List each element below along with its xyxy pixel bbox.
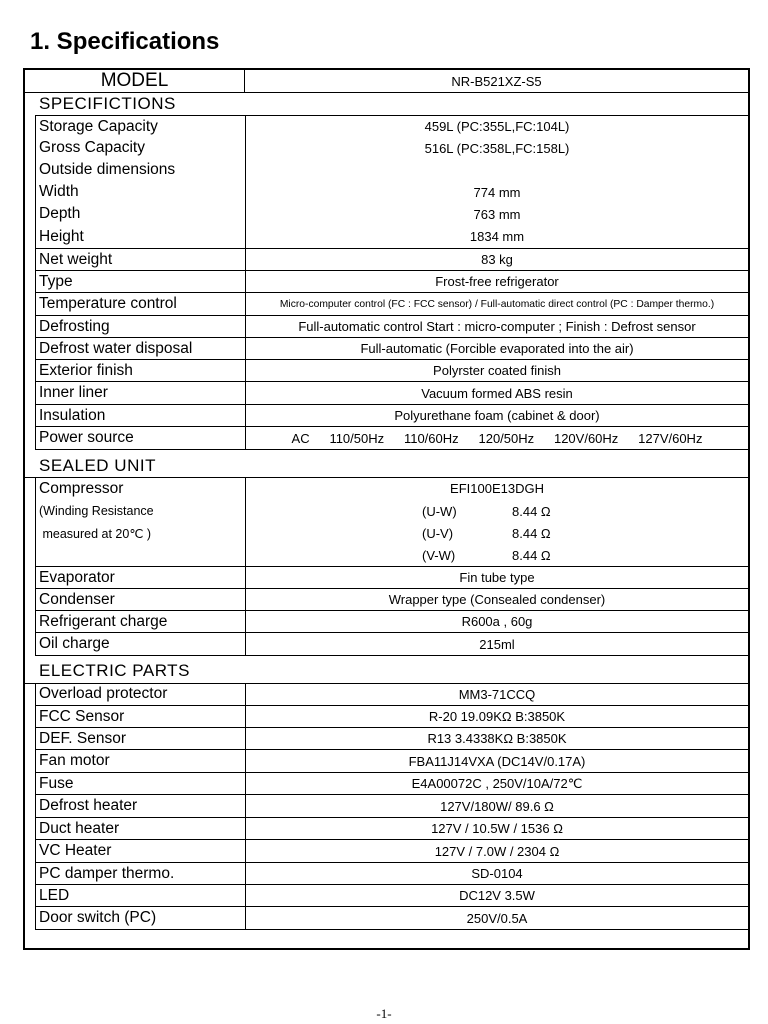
row-value: [246, 159, 748, 181]
row-value: E4A00072C , 250V/10A/72℃: [411, 775, 583, 791]
row-label: Exterior finish: [36, 360, 246, 381]
row-depth: [35, 203, 749, 225]
row-overload: [35, 683, 749, 706]
row-label: Duct heater: [36, 818, 246, 839]
row-value: Frost-free refrigerator: [435, 274, 559, 289]
row-defrosting: [35, 316, 749, 338]
row-label: Overload protector: [36, 683, 246, 705]
row-evaporator: [35, 567, 749, 589]
row-label: Outside dimensions: [36, 159, 246, 181]
row-value: SD-0104: [471, 866, 523, 881]
row-vc-heater: [35, 840, 749, 863]
row-label: Net weight: [36, 249, 246, 270]
row-refrigerant: [35, 611, 749, 633]
section-specifications: SPECIFICTIONS: [39, 94, 176, 113]
row-label: DEF. Sensor: [36, 728, 246, 749]
row-value: 127V / 7.0W / 2304 Ω: [434, 843, 560, 859]
row-value: 83 kg: [481, 252, 513, 267]
row-label: Insulation: [36, 405, 246, 426]
row-label: Power source: [36, 427, 246, 449]
row-oil: [35, 633, 749, 656]
winding-key: (V-W): [422, 547, 456, 563]
row-storage: [35, 115, 749, 137]
row-label: Storage Capacity: [36, 116, 246, 137]
row-def-sensor: [35, 728, 749, 750]
row-label: Evaporator: [36, 567, 246, 588]
row-value: [246, 522, 748, 544]
row-label: LED: [36, 885, 246, 906]
row-label: Defrost water disposal: [36, 338, 246, 359]
model-label: MODEL: [25, 70, 245, 92]
row-fan-motor: [35, 750, 749, 773]
row-value: [246, 500, 748, 522]
row-label: (Winding Resistance: [36, 500, 246, 522]
section-sealed-unit: SEALED UNIT: [39, 456, 156, 475]
row-label: Refrigerant charge: [36, 611, 246, 632]
row-duct-heater: [35, 818, 749, 840]
row-label: FCC Sensor: [36, 706, 246, 727]
page-number: -1-: [376, 1006, 392, 1021]
row-value: MM3-71CCQ: [458, 686, 536, 702]
row-height: [35, 225, 749, 249]
row-value: R600a , 60g: [461, 614, 533, 629]
row-value: Polyurethane foam (cabinet & door): [394, 408, 600, 423]
row-label: Height: [36, 225, 246, 248]
row-defrost-heater: [35, 795, 749, 818]
row-defrost-water: [35, 338, 749, 360]
row-value: 516L (PC:358L,FC:158L): [424, 140, 570, 156]
row-value: 763 mm: [473, 206, 521, 222]
row-net-weight: [35, 249, 749, 271]
row-label: Gross Capacity: [36, 137, 246, 159]
row-value: 774 mm: [473, 184, 521, 200]
row-inner: [35, 382, 749, 405]
row-outside: [35, 159, 749, 181]
row-value: AC 110/50Hz 110/60Hz 120/50Hz 120V/60Hz 127V/60Hz: [291, 430, 703, 446]
row-fuse: [35, 773, 749, 795]
row-led: [35, 885, 749, 907]
row-value: 215ml: [479, 636, 515, 652]
row-compressor: [35, 477, 749, 500]
row-value: FBA11J14VXA (DC14V/0.17A): [408, 753, 586, 769]
row-insulation: [35, 405, 749, 427]
row-label: VC Heater: [36, 840, 246, 862]
row-value: R-20 19.09KΩ B:3850K: [428, 709, 566, 724]
winding-value: 8.44 Ω: [512, 547, 551, 563]
winding-value: 8.44 Ω: [512, 503, 551, 519]
model-row: [25, 70, 748, 93]
row-value: Fin tube type: [459, 570, 535, 585]
row-power: [35, 427, 749, 450]
row-label: measured at 20℃ ): [36, 522, 246, 544]
row-gross: [35, 137, 749, 159]
row-winding-uw: [35, 500, 749, 522]
row-winding-vw: [35, 544, 749, 567]
row-value: Wrapper type (Consealed condenser): [388, 592, 606, 607]
row-label: Compressor: [36, 477, 246, 500]
row-label: Defrosting: [36, 316, 246, 337]
row-label: PC damper thermo.: [36, 863, 246, 884]
row-label: Defrost heater: [36, 795, 246, 817]
row-label: Inner liner: [36, 382, 246, 404]
winding-key: (U-W): [422, 503, 457, 519]
row-value: Full-automatic control Start : micro-computer ; Finish : Defrost sensor: [298, 319, 696, 334]
row-label: Condenser: [36, 589, 246, 610]
row-value: Vacuum formed ABS resin: [421, 385, 573, 401]
row-value: R13 3.4338KΩ B:3850K: [427, 731, 567, 746]
row-value: 1834 mm: [469, 229, 525, 244]
row-label: Temperature control: [36, 293, 246, 315]
row-winding-uv: [35, 522, 749, 544]
row-exterior: [35, 360, 749, 382]
row-value: [246, 544, 748, 566]
row-value: Full-automatic (Forcible evaporated into the air): [360, 341, 634, 356]
row-door-switch: [35, 907, 749, 930]
winding-key: (U-V): [422, 525, 454, 541]
section-electric-parts: ELECTRIC PARTS: [39, 661, 190, 680]
row-condenser: [35, 589, 749, 611]
row-label: [36, 544, 246, 566]
row-value: 127V/180W/ 89.6 Ω: [440, 798, 554, 814]
page-title: 1. Specifications: [30, 28, 220, 55]
row-label: Door switch (PC): [36, 907, 246, 929]
row-width: [35, 181, 749, 203]
model-value: NR-B521XZ-S5: [451, 73, 542, 89]
row-value: 127V / 10.5W / 1536 Ω: [431, 821, 563, 836]
row-type: [35, 271, 749, 293]
winding-value: 8.44 Ω: [512, 525, 551, 541]
row-label: Oil charge: [36, 633, 246, 655]
row-value: Polyrster coated finish: [433, 363, 561, 378]
row-label: Fuse: [36, 773, 246, 794]
row-label: Fan motor: [36, 750, 246, 772]
row-value: DC12V 3.5W: [459, 888, 535, 903]
row-temp-control: [35, 293, 749, 316]
row-value: EFI100E13DGH: [450, 481, 544, 496]
row-fcc-sensor: [35, 706, 749, 728]
row-value: 459L (PC:355L,FC:104L): [424, 119, 570, 134]
row-label: Depth: [36, 203, 246, 225]
row-value: Micro-computer control (FC : FCC sensor) / Full-automatic direct control (PC : Damper thermo.): [279, 298, 715, 310]
row-pc-damper: [35, 863, 749, 885]
row-value: 250V/0.5A: [466, 910, 528, 926]
row-label: Width: [36, 181, 246, 203]
row-label: Type: [36, 271, 246, 292]
